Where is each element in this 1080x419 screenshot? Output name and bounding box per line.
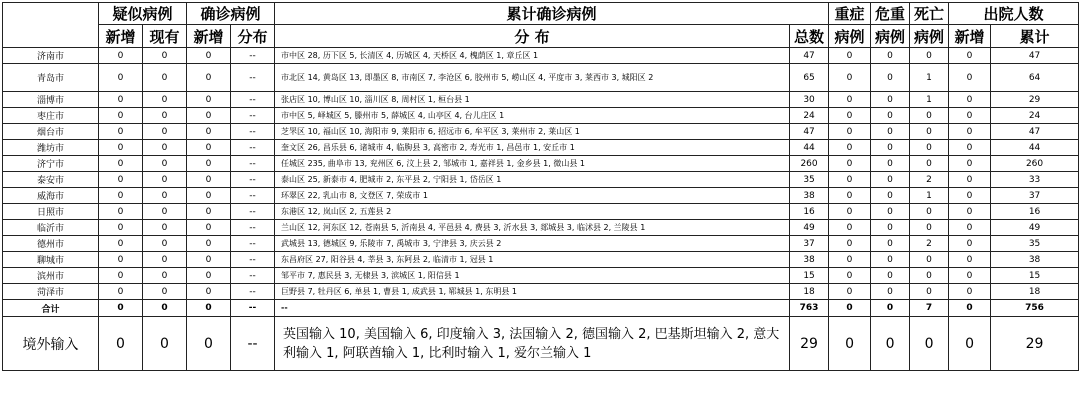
confirmed-new-cell: 0 — [187, 300, 231, 317]
table-body — [3, 48, 1079, 371]
table-row — [3, 108, 1079, 124]
suspected-new-cell: 0 — [99, 124, 143, 140]
city-cell: 枣庄市 — [3, 108, 99, 124]
discharged-new-cell: 0 — [949, 124, 991, 140]
discharged-total-cell: 35 — [991, 236, 1079, 252]
discharged-total-cell: 29 — [991, 317, 1079, 371]
discharged-total-cell: 24 — [991, 108, 1079, 124]
death-cell: 7 — [910, 300, 949, 317]
discharged-new-cell: 0 — [949, 140, 991, 156]
discharged-new-cell: 0 — [949, 220, 991, 236]
city-header — [3, 3, 99, 48]
confirmed-distribution-cell: -- — [231, 300, 275, 317]
city-cell: 合计 — [3, 300, 99, 317]
suspected-new-cell: 0 — [99, 172, 143, 188]
death-cell: 0 — [910, 140, 949, 156]
suspected-existing-cell: 0 — [143, 300, 187, 317]
death-cell: 0 — [910, 204, 949, 220]
critical-cell: 0 — [871, 252, 910, 268]
discharged-new-cell: 0 — [949, 48, 991, 64]
cumulative-total-cell: 763 — [790, 300, 829, 317]
cumulative-total-cell: 16 — [790, 204, 829, 220]
severe-cell: 0 — [829, 108, 871, 124]
death-cell: 0 — [910, 156, 949, 172]
city-cell: 济南市 — [3, 48, 99, 64]
cumulative-total-cell: 38 — [790, 188, 829, 204]
suspected-new-cell: 0 — [99, 220, 143, 236]
table-row — [3, 172, 1079, 188]
cumulative-distribution-cell: 武城县 13, 德城区 9, 乐陵市 7, 禹城市 3, 宁津县 3, 庆云县 2 — [275, 236, 790, 252]
suspected-new-cell: 0 — [99, 317, 143, 371]
header-row-1 — [3, 3, 1079, 25]
cumulative-distribution-cell: 东港区 12, 岚山区 2, 五莲县 2 — [275, 204, 790, 220]
death-cell: 0 — [910, 252, 949, 268]
critical-cell: 0 — [871, 236, 910, 252]
discharged-new-cell: 0 — [949, 64, 991, 92]
critical-cell: 0 — [871, 64, 910, 92]
confirmed-new-cell: 0 — [187, 236, 231, 252]
cumulative-distribution-cell: -- — [275, 300, 790, 317]
discharged-new-cell: 0 — [949, 108, 991, 124]
severe-header: 重症 — [829, 3, 871, 25]
suspected-new-cell: 0 — [99, 92, 143, 108]
cumulative-total-cell: 65 — [790, 64, 829, 92]
confirmed-distribution-header: 分布 — [231, 25, 275, 48]
critical-header: 危重 — [871, 3, 910, 25]
critical-cell: 0 — [871, 156, 910, 172]
discharged-new-header: 新增 — [949, 25, 991, 48]
header-row-2 — [3, 25, 1079, 48]
cumulative-total-cell: 47 — [790, 124, 829, 140]
cumulative-distribution-cell: 兰山区 12, 河东区 12, 苍南县 5, 沂南县 4, 平邑县 4, 费县 3, 沂水县 3, 郯城县 3, 临沭县 2, 兰陵县 1 — [275, 220, 790, 236]
severe-cell: 0 — [829, 284, 871, 300]
cumulative-distribution-cell: 英国输入 10, 美国输入 6, 印度输入 3, 法国输入 2, 德国输入 2, 巴基斯坦输入 2, 意大利输入 1, 阿联酋输入 1, 比利时输入 1, 爱尔兰输入 1 — [275, 317, 790, 371]
suspected-new-cell: 0 — [99, 48, 143, 64]
confirmed-distribution-cell: -- — [231, 236, 275, 252]
critical-cell: 0 — [871, 284, 910, 300]
table-row — [3, 252, 1079, 268]
suspected-new-header: 新增 — [99, 25, 143, 48]
cumulative-distribution-cell: 市中区 5, 峄城区 5, 滕州市 5, 薛城区 4, 山亭区 4, 台儿庄区 1 — [275, 108, 790, 124]
death-cell: 2 — [910, 236, 949, 252]
discharged-new-cell: 0 — [949, 156, 991, 172]
severe-cell: 0 — [829, 204, 871, 220]
city-cell: 青岛市 — [3, 64, 99, 92]
confirmed-new-cell: 0 — [187, 108, 231, 124]
suspected-new-cell: 0 — [99, 300, 143, 317]
discharged-total-header: 累计 — [991, 25, 1079, 48]
city-cell: 淄博市 — [3, 92, 99, 108]
discharged-total-cell: 64 — [991, 64, 1079, 92]
confirmed-new-cell: 0 — [187, 172, 231, 188]
confirmed-new-cell: 0 — [187, 188, 231, 204]
cumulative-total-cell: 15 — [790, 268, 829, 284]
critical-cell: 0 — [871, 220, 910, 236]
cumulative-distribution-cell: 环翠区 22, 乳山市 8, 文登区 7, 荣成市 1 — [275, 188, 790, 204]
cumulative-distribution-cell: 任城区 235, 曲阜市 13, 兖州区 6, 汶上县 2, 邹城市 1, 嘉祥县 1, 金乡县 1, 微山县 1 — [275, 156, 790, 172]
critical-cell: 0 — [871, 188, 910, 204]
table-row — [3, 300, 1079, 317]
table-row — [3, 48, 1079, 64]
discharged-total-cell: 756 — [991, 300, 1079, 317]
suspected-new-cell: 0 — [99, 268, 143, 284]
suspected-existing-cell: 0 — [143, 188, 187, 204]
confirmed-new-cell: 0 — [187, 220, 231, 236]
cumulative-distribution-header: 分 布 — [275, 25, 790, 48]
discharged-total-cell: 18 — [991, 284, 1079, 300]
death-cell: 1 — [910, 188, 949, 204]
suspected-existing-cell: 0 — [143, 172, 187, 188]
suspected-new-cell: 0 — [99, 156, 143, 172]
confirmed-new-cell: 0 — [187, 268, 231, 284]
cumulative-total-cell: 49 — [790, 220, 829, 236]
suspected-new-cell: 0 — [99, 108, 143, 124]
cumulative-total-cell: 18 — [790, 284, 829, 300]
discharged-new-cell: 0 — [949, 172, 991, 188]
suspected-new-cell: 0 — [99, 252, 143, 268]
table-row — [3, 268, 1079, 284]
confirmed-distribution-cell: -- — [231, 156, 275, 172]
critical-cell: 0 — [871, 317, 910, 371]
confirmed-new-cell: 0 — [187, 284, 231, 300]
critical-cell: 0 — [871, 268, 910, 284]
table-row — [3, 92, 1079, 108]
suspected-header: 疑似病例 — [99, 3, 187, 25]
city-cell: 泰安市 — [3, 172, 99, 188]
covid-stats-table — [2, 2, 1079, 371]
suspected-new-cell: 0 — [99, 188, 143, 204]
severe-cell: 0 — [829, 300, 871, 317]
suspected-existing-cell: 0 — [143, 268, 187, 284]
table-row — [3, 64, 1079, 92]
discharged-total-cell: 37 — [991, 188, 1079, 204]
cumulative-distribution-cell: 邹平市 7, 惠民县 3, 无棣县 3, 滨城区 1, 阳信县 1 — [275, 268, 790, 284]
confirmed-distribution-cell: -- — [231, 172, 275, 188]
cumulative-total-cell: 260 — [790, 156, 829, 172]
discharged-total-cell: 44 — [991, 140, 1079, 156]
severe-cell: 0 — [829, 92, 871, 108]
city-cell: 滨州市 — [3, 268, 99, 284]
discharged-total-cell: 15 — [991, 268, 1079, 284]
death-cell: 0 — [910, 108, 949, 124]
confirmed-distribution-cell: -- — [231, 284, 275, 300]
confirmed-new-cell: 0 — [187, 124, 231, 140]
cumulative-total-cell: 47 — [790, 48, 829, 64]
death-cell: 1 — [910, 64, 949, 92]
cumulative-total-cell: 30 — [790, 92, 829, 108]
city-cell: 聊城市 — [3, 252, 99, 268]
cumulative-distribution-cell: 芝罘区 10, 福山区 10, 海阳市 9, 莱阳市 6, 招远市 6, 牟平区 3, 莱州市 2, 莱山区 1 — [275, 124, 790, 140]
confirmed-new-cell: 0 — [187, 48, 231, 64]
critical-cell: 0 — [871, 172, 910, 188]
confirmed-header: 确诊病例 — [187, 3, 275, 25]
critical-cell: 0 — [871, 124, 910, 140]
death-header: 死亡 — [910, 3, 949, 25]
discharged-total-cell: 16 — [991, 204, 1079, 220]
discharged-total-cell: 29 — [991, 92, 1079, 108]
confirmed-new-header: 新增 — [187, 25, 231, 48]
confirmed-distribution-cell: -- — [231, 252, 275, 268]
city-cell: 临沂市 — [3, 220, 99, 236]
city-cell: 日照市 — [3, 204, 99, 220]
cumulative-distribution-cell: 泰山区 25, 新泰市 4, 肥城市 2, 东平县 2, 宁阳县 1, 岱岳区 1 — [275, 172, 790, 188]
critical-cases-header: 病例 — [871, 25, 910, 48]
cumulative-total-cell: 35 — [790, 172, 829, 188]
table-row — [3, 124, 1079, 140]
critical-cell: 0 — [871, 204, 910, 220]
severe-cell: 0 — [829, 124, 871, 140]
table-row — [3, 140, 1079, 156]
discharged-new-cell: 0 — [949, 317, 991, 371]
suspected-new-cell: 0 — [99, 64, 143, 92]
discharged-total-cell: 49 — [991, 220, 1079, 236]
confirmed-new-cell: 0 — [187, 156, 231, 172]
confirmed-new-cell: 0 — [187, 92, 231, 108]
confirmed-new-cell: 0 — [187, 140, 231, 156]
suspected-existing-cell: 0 — [143, 284, 187, 300]
table-row — [3, 188, 1079, 204]
severe-cell: 0 — [829, 140, 871, 156]
suspected-new-cell: 0 — [99, 284, 143, 300]
critical-cell: 0 — [871, 92, 910, 108]
confirmed-distribution-cell: -- — [231, 268, 275, 284]
city-cell: 潍坊市 — [3, 140, 99, 156]
critical-cell: 0 — [871, 140, 910, 156]
suspected-new-cell: 0 — [99, 140, 143, 156]
cumulative-total-cell: 24 — [790, 108, 829, 124]
discharged-total-cell: 47 — [991, 48, 1079, 64]
table-row — [3, 204, 1079, 220]
discharged-new-cell: 0 — [949, 268, 991, 284]
discharged-new-cell: 0 — [949, 92, 991, 108]
table-row — [3, 220, 1079, 236]
confirmed-distribution-cell: -- — [231, 64, 275, 92]
discharged-total-cell: 33 — [991, 172, 1079, 188]
cumulative-distribution-cell: 巨野县 7, 牡丹区 6, 单县 1, 曹县 1, 成武县 1, 郓城县 1, 东明县 1 — [275, 284, 790, 300]
severe-cell: 0 — [829, 156, 871, 172]
suspected-existing-cell: 0 — [143, 236, 187, 252]
suspected-existing-cell: 0 — [143, 140, 187, 156]
suspected-existing-cell: 0 — [143, 204, 187, 220]
cumulative-header: 累计确诊病例 — [275, 3, 829, 25]
confirmed-distribution-cell: -- — [231, 92, 275, 108]
discharged-header: 出院人数 — [949, 3, 1079, 25]
death-cell: 0 — [910, 268, 949, 284]
death-cell: 0 — [910, 284, 949, 300]
discharged-total-cell: 47 — [991, 124, 1079, 140]
city-cell: 菏泽市 — [3, 284, 99, 300]
cumulative-total-cell: 44 — [790, 140, 829, 156]
death-cell: 1 — [910, 92, 949, 108]
severe-cell: 0 — [829, 252, 871, 268]
death-cases-header: 病例 — [910, 25, 949, 48]
confirmed-distribution-cell: -- — [231, 188, 275, 204]
suspected-existing-header: 现有 — [143, 25, 187, 48]
discharged-new-cell: 0 — [949, 300, 991, 317]
confirmed-distribution-cell: -- — [231, 317, 275, 371]
suspected-new-cell: 0 — [99, 204, 143, 220]
suspected-existing-cell: 0 — [143, 317, 187, 371]
discharged-total-cell: 38 — [991, 252, 1079, 268]
severe-cell: 0 — [829, 236, 871, 252]
city-cell: 济宁市 — [3, 156, 99, 172]
cumulative-distribution-cell: 市中区 28, 历下区 5, 长清区 4, 历城区 4, 天桥区 4, 槐荫区 1, 章丘区 1 — [275, 48, 790, 64]
table-row — [3, 156, 1079, 172]
suspected-existing-cell: 0 — [143, 220, 187, 236]
suspected-existing-cell: 0 — [143, 48, 187, 64]
confirmed-new-cell: 0 — [187, 204, 231, 220]
discharged-new-cell: 0 — [949, 204, 991, 220]
confirmed-new-cell: 0 — [187, 64, 231, 92]
discharged-new-cell: 0 — [949, 252, 991, 268]
suspected-existing-cell: 0 — [143, 108, 187, 124]
cumulative-total-cell: 37 — [790, 236, 829, 252]
table-row — [3, 317, 1079, 371]
severe-cell: 0 — [829, 64, 871, 92]
death-cell: 0 — [910, 124, 949, 140]
suspected-existing-cell: 0 — [143, 124, 187, 140]
severe-cell: 0 — [829, 268, 871, 284]
confirmed-distribution-cell: -- — [231, 48, 275, 64]
discharged-new-cell: 0 — [949, 236, 991, 252]
suspected-existing-cell: 0 — [143, 156, 187, 172]
cumulative-total-cell: 29 — [790, 317, 829, 371]
suspected-new-cell: 0 — [99, 236, 143, 252]
confirmed-new-cell: 0 — [187, 317, 231, 371]
confirmed-distribution-cell: -- — [231, 140, 275, 156]
discharged-new-cell: 0 — [949, 188, 991, 204]
city-cell: 威海市 — [3, 188, 99, 204]
critical-cell: 0 — [871, 300, 910, 317]
cumulative-total-cell: 38 — [790, 252, 829, 268]
city-cell: 德州市 — [3, 236, 99, 252]
cumulative-distribution-cell: 东昌府区 27, 阳谷县 4, 莘县 3, 东阿县 2, 临清市 1, 冠县 1 — [275, 252, 790, 268]
confirmed-distribution-cell: -- — [231, 204, 275, 220]
critical-cell: 0 — [871, 48, 910, 64]
table-row — [3, 236, 1079, 252]
table-row — [3, 284, 1079, 300]
severe-cell: 0 — [829, 172, 871, 188]
severe-cell: 0 — [829, 188, 871, 204]
cumulative-distribution-cell: 奎文区 26, 昌乐县 6, 诸城市 4, 临朐县 3, 高密市 2, 寿光市 1, 昌邑市 1, 安丘市 1 — [275, 140, 790, 156]
suspected-existing-cell: 0 — [143, 92, 187, 108]
severe-cell: 0 — [829, 317, 871, 371]
confirmed-new-cell: 0 — [187, 252, 231, 268]
confirmed-distribution-cell: -- — [231, 220, 275, 236]
death-cell: 0 — [910, 220, 949, 236]
severe-cases-header: 病例 — [829, 25, 871, 48]
death-cell: 0 — [910, 48, 949, 64]
cumulative-total-header: 总数 — [790, 25, 829, 48]
confirmed-distribution-cell: -- — [231, 108, 275, 124]
suspected-existing-cell: 0 — [143, 252, 187, 268]
city-cell: 境外输入 — [3, 317, 99, 371]
suspected-existing-cell: 0 — [143, 64, 187, 92]
cumulative-distribution-cell: 市北区 14, 黄岛区 13, 即墨区 8, 市南区 7, 李沧区 6, 胶州市 5, 崂山区 4, 平度市 3, 莱西市 3, 城阳区 2 — [275, 64, 790, 92]
severe-cell: 0 — [829, 220, 871, 236]
cumulative-distribution-cell: 张店区 10, 博山区 10, 淄川区 8, 周村区 1, 桓台县 1 — [275, 92, 790, 108]
discharged-new-cell: 0 — [949, 284, 991, 300]
death-cell: 2 — [910, 172, 949, 188]
city-cell: 烟台市 — [3, 124, 99, 140]
critical-cell: 0 — [871, 108, 910, 124]
confirmed-distribution-cell: -- — [231, 124, 275, 140]
severe-cell: 0 — [829, 48, 871, 64]
death-cell: 0 — [910, 317, 949, 371]
discharged-total-cell: 260 — [991, 156, 1079, 172]
